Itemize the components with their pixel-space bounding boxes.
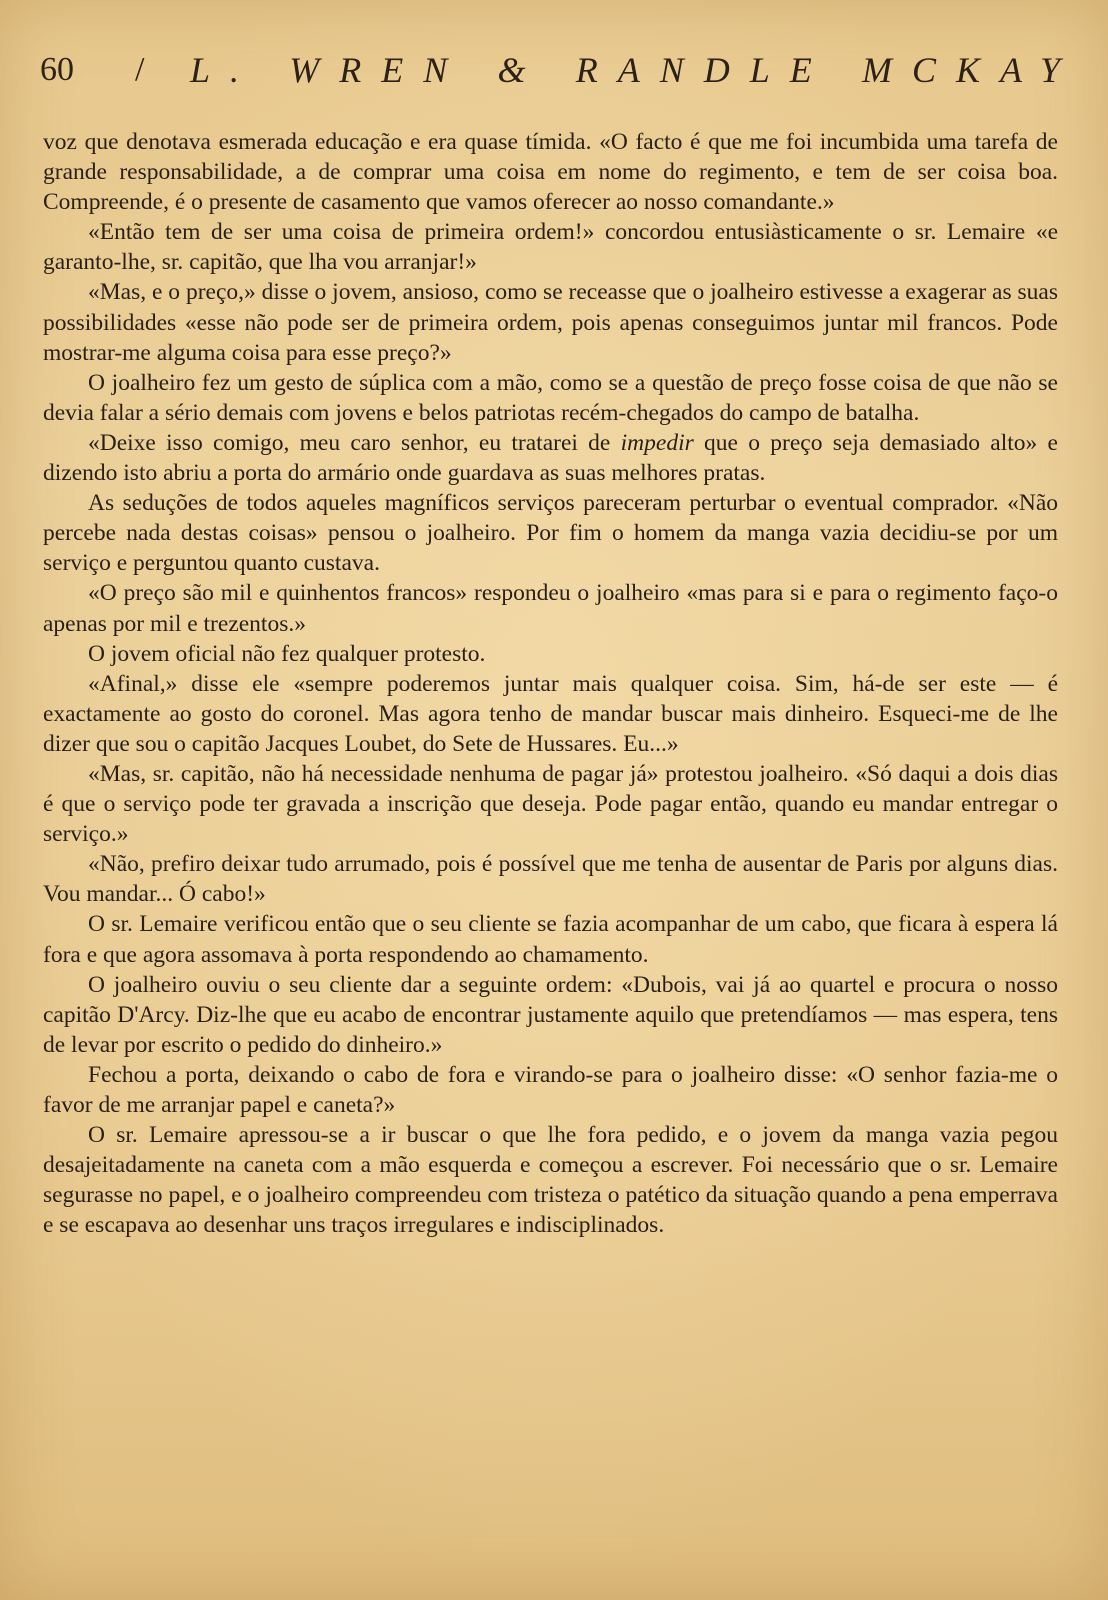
paragraph-5-end: que o preço seja demasiado alto» e dizendo isto abriu a porta do armário onde guardava as suas melhores pratas. (43, 429, 1058, 487)
paragraph-2: «Então tem de ser uma coisa de primeira ordem!» concordou entusiàsticamente o sr. Lemaire «e garanto-lhe, sr. capitão, que lha vou arranjar!» (43, 219, 1058, 276)
paragraph-9: «Afinal,» disse ele «sempre poderemos juntar mais qualquer coisa. Sim, há-de ser este — é exactamente ao gosto do coronel. Mas agora tenho de mandar buscar mais dinheiro. Esqueci-me de lhe dizer que sou o capitão Jacques Loubet, do Sete de Hussares. Eu...» (43, 670, 1058, 757)
body-text (43, 127, 1058, 1240)
running-head-authors: L. WREN & RANDLE MCKAY (190, 50, 1080, 90)
paragraph-11: «Não, prefiro deixar tudo arrumado, pois é possível que me tenha de ausentar de Paris por alguns dias. Vou mandar... Ó cabo!» (43, 851, 1058, 908)
page-number: 60 (40, 51, 74, 88)
paragraph-4: O joalheiro fez um gesto de súplica com a mão, como se a questão de preço fosse coisa de que não se devia falar a sério demais com jovens e belos patriotas recém-chegados do campo de batalha. (43, 369, 1058, 426)
paragraph-10: «Mas, sr. capitão, não há necessidade nenhuma de pagar já» protestou joalheiro. «Só daqui a dois dias é que o serviço pode ter gravada a inscrição que deseja. Pode pagar então, quando eu mandar entregar o serviço.» (43, 760, 1058, 848)
paragraph-8: O jovem oficial não fez qualquer protesto. (88, 640, 486, 667)
header-separator: / (135, 51, 145, 88)
paragraph-15: O sr. Lemaire apressou-se a ir buscar o que lhe fora pedido, e o jovem da manga vazia pegou desajeitadamente na caneta com a mão esquerda e começou a escrever. Foi necessário que o sr. Lemaire segurasse no papel, e o joalheiro compreendeu com tristeza o patético da situação quando a pena emperrava e se escapava ao desenhar uns traços irregulares e indisciplinados. (43, 1122, 1058, 1239)
paragraph-6: As seduções de todos aqueles magníficos serviços pareceram perturbar o eventual comprador. «Não percebe nada destas coisas» pensou o joalheiro. Por fim o homem da manga vazia decidiu-se por um serviço e perguntou quanto custava. (43, 490, 1058, 577)
paragraph-13: O joalheiro ouviu o seu cliente dar a seguinte ordem: «Dubois, vai já ao quartel e procura o nosso capitão D'Arcy. Diz-lhe que eu acabo de encontrar justamente aquilo que pretendíamos — mas espera, tens de levar por escrito o pedido do dinheiro.» (43, 971, 1058, 1058)
paragraph-7: «O preço são mil e quinhentos francos» respondeu o joalheiro «mas para si e para o regimento faço-o apenas por mil e trezentos.» (43, 580, 1058, 637)
paragraph-5 (43, 428, 1058, 488)
emphasized-word: impedir (620, 429, 694, 456)
paragraph-5-start: «Deixe isso comigo, meu caro senhor, eu tratarei de (88, 429, 621, 456)
paragraph-14: Fechou a porta, deixando o cabo de fora e virando-se para o joalheiro disse: «O senhor fazia-me o favor de me arranjar papel e caneta?» (43, 1061, 1058, 1118)
paragraph-12: O sr. Lemaire verificou então que o seu cliente se fazia acompanhar de um cabo, que ficara à espera lá fora e que agora assomava à porta respondendo ao chamamento. (43, 911, 1058, 968)
paragraph-1: voz que denotava esmerada educação e era quase tímida. «O facto é que me foi incumbida uma tarefa de grande responsabilidade, a de comprar uma coisa em nome do regimento, e tem de ser coisa boa. Compreende, é o presente de casamento que vamos oferecer ao nosso comandante.» (43, 129, 1058, 216)
page-header (40, 44, 1080, 94)
paragraph-3: «Mas, e o preço,» disse o jovem, ansioso, como se receasse que o joalheiro estivesse a exagerar as suas possibilidades «esse não pode ser de primeira ordem, pois apenas conseguimos juntar mil francos. Pode mostrar-me alguma coisa para esse preço?» (43, 279, 1058, 366)
